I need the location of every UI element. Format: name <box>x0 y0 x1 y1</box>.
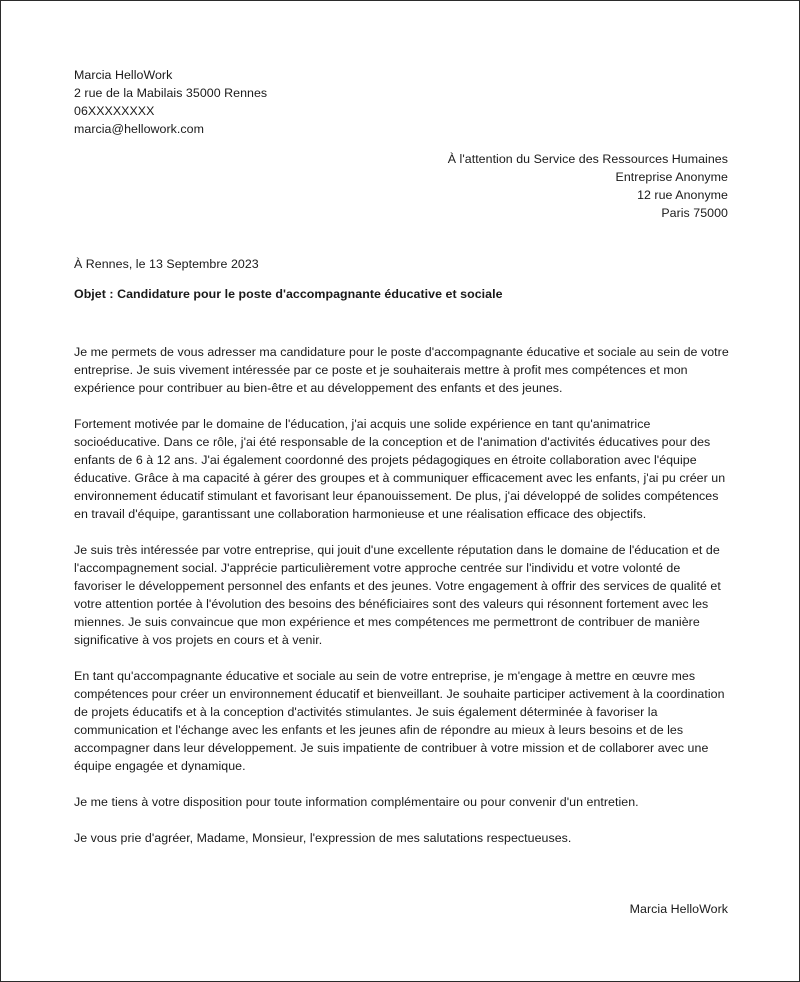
body-paragraph: En tant qu'accompagnante éducative et sociale au sein de votre entreprise, je m'engage à mettre en œuvre mes compétences pour créer un environnement éducatif et bienveillant. Je souhaite participer activement à la coordination de projets éducatifs et à la conception d'activités stimulantes. Je suis également déterminée à favoriser la communication et l'échange avec les enfants et les jeunes afin de répondre au mieux à leurs besoins et de les accompagner dans leur développement. Je suis impatiente de contribuer à votre mission et de collaborer avec une équipe engagée et dynamique. <box>74 669 725 773</box>
date-line: À Rennes, le 13 Septembre 2023 <box>74 257 259 271</box>
sender-address: 2 rue de la Mabilais 35000 Rennes <box>74 86 268 100</box>
closing-paragraph: Je vous prie d'agréer, Madame, Monsieur, l'expression de mes salutations respectueuses. <box>74 831 572 845</box>
sender-name: Marcia HelloWork <box>74 68 173 82</box>
letter-body <box>74 343 730 865</box>
body-paragraph: Fortement motivée par le domaine de l'éducation, j'ai acquis une solide expérience en tant qu'animatrice socioéducative. Dans ce rôle, j'ai été responsable de la conception et de l'animation d'activités éducatives pour des enfants de 6 à 12 ans. J'ai également coordonné des projets pédagogiques en étroite collaboration avec l'équipe éducative. Grâce à ma capacité à gérer des groupes et à communiquer efficacement avec les enfants, j'ai pu créer un environnement éducatif stimulant et favorisant leur épanouissement. De plus, j'ai développé de solides compétences en travail d'équipe, garantissant une collaboration harmonieuse et une réalisation efficace des objectifs. <box>74 417 726 521</box>
recipient-block <box>448 150 728 222</box>
recipient-attention: À l'attention du Service des Ressources Humaines <box>447 152 728 166</box>
subject-line: Objet : Candidature pour le poste d'accompagnante éducative et sociale <box>74 287 503 301</box>
sender-block <box>74 66 267 138</box>
body-paragraph: Je me tiens à votre disposition pour toute information complémentaire ou pour convenir d'un entretien. <box>74 795 639 809</box>
sender-phone: 06XXXXXXXX <box>74 104 155 118</box>
recipient-city: Paris 75000 <box>661 206 728 220</box>
signature: Marcia HelloWork <box>629 902 728 916</box>
body-paragraph: Je suis très intéressée par votre entreprise, qui jouit d'une excellente réputation dans le domaine de l'éducation et de l'accompagnement social. J'apprécie particulièrement votre approche centrée sur l'individu et votre volonté de favoriser le développement personnel des enfants et des jeunes. Votre engagement à offrir des services de qualité et votre attention portée à l'évolution des besoins des bénéficiaires sont des valeurs qui résonnent fortement avec les miennes. Je suis convaincue que mon expérience et mes compétences me permettront de contribuer de manière significative à vos projets en cours et à venir. <box>74 543 721 647</box>
recipient-company: Entreprise Anonyme <box>615 170 728 184</box>
recipient-street: 12 rue Anonyme <box>637 188 728 202</box>
sender-email: marcia@hellowork.com <box>74 122 204 136</box>
body-paragraph: Je me permets de vous adresser ma candidature pour le poste d'accompagnante éducative et sociale au sein de votre entreprise. Je suis vivement intéressée par ce poste et je souhaiterais mettre à profit mes compétences et mon expérience pour contribuer au bien-être et au développement des enfants et des jeunes. <box>74 345 729 395</box>
